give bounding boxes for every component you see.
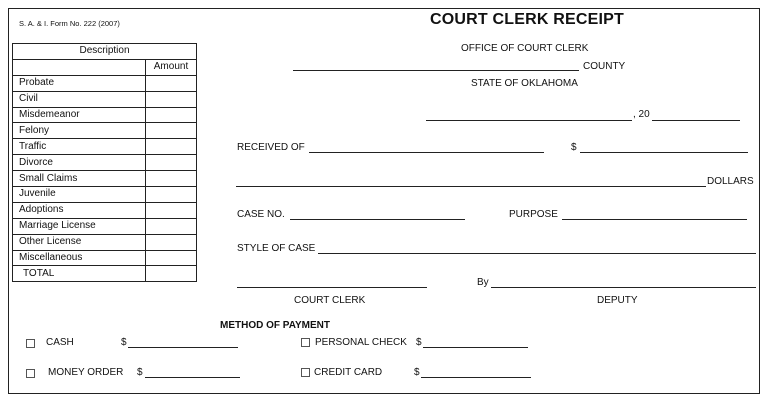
- deputy-label: DEPUTY: [597, 295, 638, 306]
- table-row: [13, 75, 197, 91]
- table-row: [13, 187, 197, 203]
- purpose-label: PURPOSE: [509, 209, 558, 220]
- dollar-sign: $: [571, 142, 577, 153]
- table-row: [13, 250, 197, 266]
- amount-cell[interactable]: [146, 123, 197, 139]
- form-title: COURT CLERK RECEIPT: [430, 11, 625, 28]
- fee-label: Probate: [13, 75, 146, 91]
- money-order-label: MONEY ORDER: [48, 367, 124, 378]
- amount-field[interactable]: [580, 152, 748, 153]
- court-clerk-signature-field[interactable]: [237, 287, 427, 288]
- fee-label: Other License: [13, 234, 146, 250]
- amount-cell[interactable]: [146, 155, 197, 171]
- card-dollar-sign: $: [414, 367, 420, 378]
- table-subheader-row: [13, 59, 197, 75]
- amount-cell[interactable]: [146, 139, 197, 155]
- fee-label: Adoptions: [13, 202, 146, 218]
- table-row: [13, 234, 197, 250]
- purpose-field[interactable]: [562, 219, 747, 220]
- form-number: S. A. & I. Form No. 222 (2007): [19, 19, 120, 28]
- fee-label: Small Claims: [13, 171, 146, 187]
- table-row: [13, 155, 197, 171]
- fee-label: Juvenile: [13, 187, 146, 203]
- table-header-row: [13, 44, 197, 60]
- year-field[interactable]: [652, 120, 740, 121]
- personal-check-checkbox[interactable]: [301, 338, 310, 347]
- fee-label: Misdemeanor: [13, 107, 146, 123]
- amount-cell[interactable]: [146, 91, 197, 107]
- style-of-case-label: STYLE OF CASE: [237, 243, 316, 254]
- state-label: STATE OF OKLAHOMA: [471, 78, 578, 89]
- amount-cell[interactable]: [146, 250, 197, 266]
- description-header: Description: [13, 44, 197, 60]
- cash-checkbox[interactable]: [26, 339, 35, 348]
- case-no-field[interactable]: [290, 219, 465, 220]
- date-field[interactable]: [426, 120, 632, 121]
- credit-card-label: CREDIT CARD: [314, 367, 383, 378]
- table-row: [13, 107, 197, 123]
- amount-header: Amount: [146, 59, 197, 75]
- fee-label: Civil: [13, 91, 146, 107]
- case-no-label: CASE NO.: [237, 209, 285, 220]
- personal-check-amount-field[interactable]: [423, 347, 528, 348]
- amount-cell[interactable]: [146, 218, 197, 234]
- amount-cell[interactable]: [146, 171, 197, 187]
- amount-cell[interactable]: [146, 202, 197, 218]
- fee-label: Marriage License: [13, 218, 146, 234]
- table-row: [13, 218, 197, 234]
- fee-label: Felony: [13, 123, 146, 139]
- table-row: [13, 91, 197, 107]
- deputy-signature-field[interactable]: [491, 287, 756, 288]
- amount-cell[interactable]: [146, 187, 197, 203]
- cash-dollar-sign: $: [121, 337, 127, 348]
- amount-cell[interactable]: [146, 107, 197, 123]
- credit-card-amount-field[interactable]: [421, 377, 531, 378]
- county-field[interactable]: [293, 70, 579, 71]
- style-of-case-field[interactable]: [318, 253, 756, 254]
- total-label: TOTAL: [13, 266, 146, 282]
- written-amount-field[interactable]: [236, 186, 706, 187]
- credit-card-checkbox[interactable]: [301, 368, 310, 377]
- year-prefix: , 20: [633, 109, 650, 120]
- received-of-field[interactable]: [309, 152, 544, 153]
- office-label: OFFICE OF COURT CLERK: [461, 43, 589, 54]
- amount-cell[interactable]: [146, 234, 197, 250]
- personal-check-label: PERSONAL CHECK: [315, 337, 407, 348]
- payment-method-heading: METHOD OF PAYMENT: [220, 320, 331, 331]
- by-label: By: [477, 277, 489, 288]
- money-order-amount-field[interactable]: [145, 377, 240, 378]
- fees-table: [12, 43, 197, 282]
- table-row: [13, 171, 197, 187]
- county-label: COUNTY: [583, 61, 626, 72]
- amount-cell[interactable]: [146, 75, 197, 91]
- table-row: [13, 123, 197, 139]
- total-row: [13, 266, 197, 282]
- check-dollar-sign: $: [416, 337, 422, 348]
- fee-label: Divorce: [13, 155, 146, 171]
- received-of-label: RECEIVED OF: [237, 142, 305, 153]
- fee-label: Traffic: [13, 139, 146, 155]
- table-row: [13, 202, 197, 218]
- dollars-label: DOLLARS: [707, 176, 754, 187]
- cash-amount-field[interactable]: [128, 347, 238, 348]
- cash-label: CASH: [46, 337, 74, 348]
- total-amount-cell[interactable]: [146, 266, 197, 282]
- table-row: [13, 139, 197, 155]
- money-order-checkbox[interactable]: [26, 369, 35, 378]
- blank-header-cell: [13, 59, 146, 75]
- money-order-dollar-sign: $: [137, 367, 143, 378]
- court-clerk-label: COURT CLERK: [294, 295, 366, 306]
- fee-label: Miscellaneous: [13, 250, 146, 266]
